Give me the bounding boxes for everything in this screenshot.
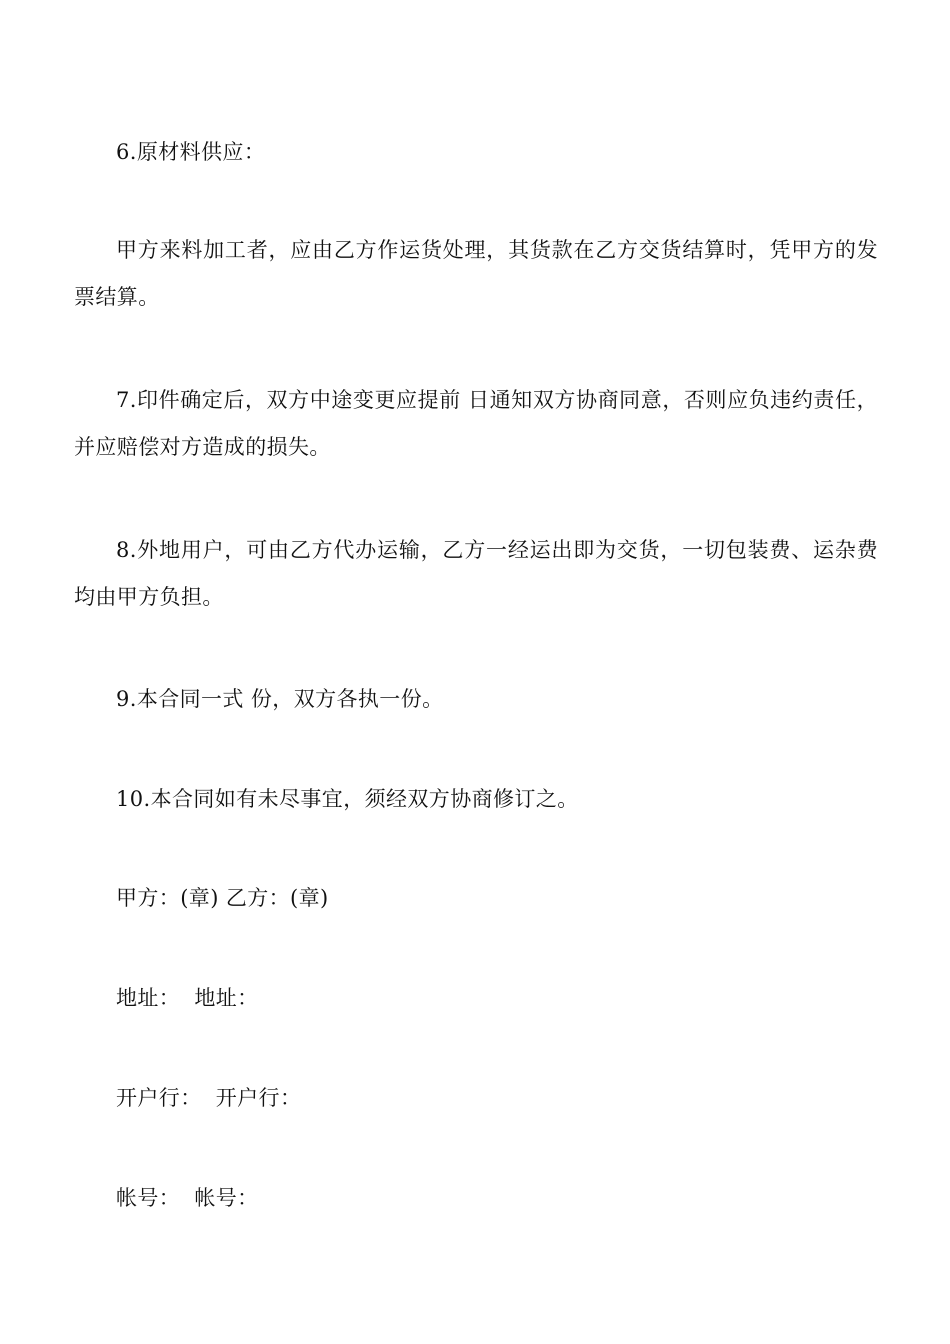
clause-9: 9.本合同一式 份，双方各执一份。 <box>116 687 444 711</box>
clause-10: 10.本合同如有未尽事宜，须经双方协商修订之。 <box>116 787 579 811</box>
signature-account: 帐号： 帐号： <box>116 1186 259 1210</box>
signature-address: 地址： 地址： <box>116 986 259 1010</box>
clause-6-heading: 6.原材料供应： <box>116 140 266 164</box>
signature-parties: 甲方：(章) 乙方：(章) <box>116 886 329 910</box>
clause-6-body: 甲方来料加工者，应由乙方作运货处理，其货款在乙方交货结算时，凭甲方的发票结算。 <box>74 238 878 309</box>
clause-7: 7.印件确定后，双方中途变更应提前 日通知双方协商同意，否则应负违约责任，并应赔偿对方造成的损失。 <box>74 388 878 459</box>
signature-bank: 开户行： 开户行： <box>116 1086 302 1110</box>
clause-8: 8.外地用户，可由乙方代办运输，乙方一经运出即为交货，一切包装费、运杂费均由甲方负担。 <box>74 538 878 609</box>
